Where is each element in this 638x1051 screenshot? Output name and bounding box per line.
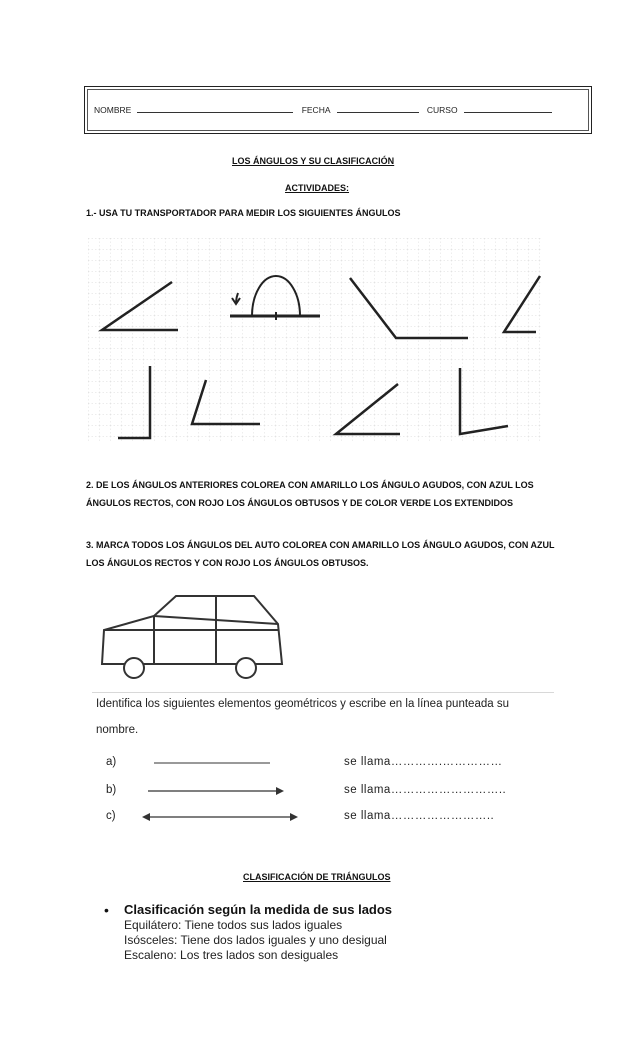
car-figure — [96, 590, 296, 690]
triangles-title: CLASIFICACIÓN DE TRIÁNGULOS — [243, 872, 391, 882]
question-3: 3. MARCA TODOS LOS ÁNGULOS DEL AUTO COLOREA CON AMARILLO LOS ÁNGULO AGUDOS, CON AZUL LOS ÁNGULOS RECTOS Y CON ROJO LOS ÁNGULOS OBTUSOS. — [86, 540, 555, 568]
activities-title: ACTIVIDADES: — [285, 183, 350, 193]
item-a-answer[interactable]: se llama………….…………… — [344, 756, 503, 768]
item-a-label: a) — [106, 756, 117, 768]
triangle-escaleno: Escaleno: Los tres lados son desiguales — [124, 948, 339, 962]
page-title: LOS ÁNGULOS Y SU CLASIFICACIÓN — [232, 156, 395, 166]
question-1: 1.- USA TU TRANSPORTADOR PARA MEDIR LOS SIGUIENTES ÁNGULOS — [86, 208, 401, 218]
front-wheel — [124, 658, 144, 678]
fecha-blank[interactable] — [337, 103, 419, 113]
triangles-bullet: Clasificación según la medida de sus lados — [124, 902, 393, 917]
item-b-answer[interactable]: se llama……………………….. — [344, 784, 507, 796]
line-figure — [140, 811, 300, 823]
triangle-isosceles: Isósceles: Tiene dos lados iguales y uno desigual — [124, 933, 387, 947]
geometry-instruction-2: nombre. — [96, 724, 139, 736]
angles-figure — [88, 238, 542, 443]
fecha-label: FECHA — [301, 105, 331, 115]
item-b-label: b) — [106, 784, 117, 796]
question-2: 2. DE LOS ÁNGULOS ANTERIORES COLOREA CON AMARILLO LOS ÁNGULO AGUDOS, CON AZUL LOS ÁNGULOS RECTOS, CON ROJO LOS ÁNGULOS OBTUSOS Y DE COLOR VERDE LOS EXTENDIDOS — [86, 480, 534, 508]
curso-label: CURSO — [426, 105, 458, 115]
geometry-instruction-1: Identifica los siguientes elementos geométricos y escribe en la línea punteada su — [96, 698, 509, 710]
triangle-equilatero: Equilátero: Tiene todos sus lados iguales — [124, 918, 343, 932]
rear-wheel — [236, 658, 256, 678]
ray-figure — [146, 785, 286, 797]
nombre-label: NOMBRE — [94, 105, 132, 115]
segment-figure — [150, 758, 280, 768]
item-c-label: c) — [106, 810, 116, 822]
nombre-blank[interactable] — [137, 103, 293, 113]
student-info-row — [94, 103, 552, 115]
curso-blank[interactable] — [464, 103, 552, 113]
item-c-answer[interactable]: se llama…………………….. — [344, 810, 495, 822]
scan-divider — [92, 692, 554, 693]
bullet-icon: • — [104, 902, 109, 918]
